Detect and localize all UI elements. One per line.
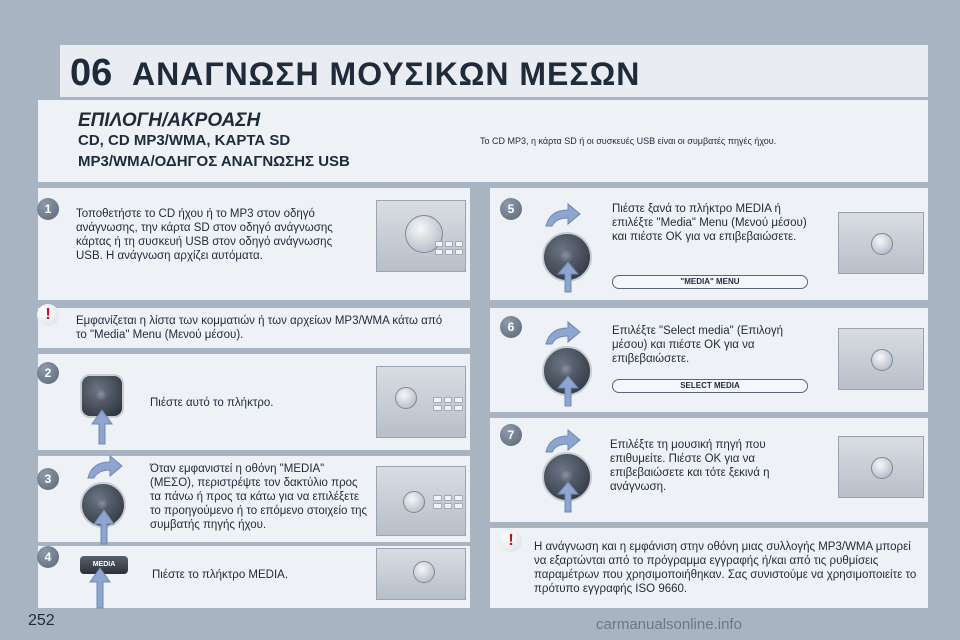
push-arrow-icon	[92, 510, 116, 544]
knob-icon	[413, 561, 435, 583]
step-7-number: 7	[500, 424, 522, 446]
knob-icon	[395, 387, 417, 409]
section-subtitle-line1: CD, CD MP3/WMA, ΚΑΡΤΑ SD	[78, 132, 291, 149]
section-subtitle-line2: MP3/WMA/ΟΔΗΓΟΣ ΑΝΑΓΝΩΣΗΣ USB	[78, 153, 350, 170]
media-menu-label: "MEDIA" MENU	[612, 275, 808, 289]
section-title: ΕΠΙΛΟΓΗ/ΑΚΡΟΑΣΗ	[78, 110, 261, 131]
push-arrow-icon	[556, 482, 580, 512]
radio-unit-image	[838, 436, 924, 498]
step-2-text: Πιέστε αυτό το πλήκτρο.	[150, 397, 274, 409]
chapter-number: 06	[70, 52, 113, 94]
select-media-label: SELECT MEDIA	[612, 379, 808, 393]
radio-unit-image	[376, 366, 466, 438]
knob-icon	[871, 233, 893, 255]
rotate-arrow-icon	[544, 204, 580, 228]
page-number: 252	[28, 612, 55, 629]
step-3-text: Όταν εμφανιστεί η οθόνη "MEDIA" (ΜΕΣΟ), περιστρέψτε τον δακτύλιο προς τα πάνω ή προς τα κάτω για να επιλέξετε το προηγούμενο ή το επόμενο στοιχείο της συμβατής πηγής ήχου.	[150, 463, 368, 531]
warning-2-text: Η ανάγνωση και η εμφάνιση στην οθόνη μιας συλλογής MP3/WMA μπορεί να εξαρτώνται από το πρόγραμμα εγγραφής ή/και από τις ρυθμίσεις παραμέτρων που χρησιμοποιήθηκαν. Σας συνιστούμε να χρησιμοποιείτε το πρότυπο εγγραφής ISO 9660.	[534, 541, 917, 595]
keypad-icon	[433, 495, 463, 509]
push-arrow-icon	[90, 410, 114, 444]
step-3-number: 3	[37, 468, 59, 490]
page-title: ΑΝΑΓΝΩΣΗ ΜΟΥΣΙΚΩΝ ΜΕΣΩΝ	[132, 56, 641, 92]
radio-unit-image	[376, 548, 466, 600]
radio-unit-image	[838, 212, 924, 274]
radio-unit-image	[376, 200, 466, 272]
radio-unit-image	[838, 328, 924, 390]
media-key-icon: MEDIA	[80, 556, 128, 574]
keypad-icon	[433, 397, 463, 411]
keypad-icon	[435, 241, 463, 255]
step-5-text: Πιέστε ξανά το πλήκτρο MEDIA ή επιλέξτε "Media" Menu (Μενού μέσου) και πιέστε OK για να επιβεβαιώσετε.	[612, 203, 807, 243]
warning-icon: !	[500, 530, 522, 552]
radio-unit-image	[376, 466, 466, 536]
step-7-text: Επιλέξτε τη μουσική πηγή που επιθυμείτε. Πιέστε OK για να επιβεβαιώσετε και τότε ξεκινά η ανάγνωση.	[610, 439, 770, 493]
section-note: Το CD MP3, η κάρτα SD ή οι συσκευές USB είναι οι συμβατές πηγές ήχου.	[480, 136, 777, 146]
step-4-text: Πιέστε το πλήκτρο MEDIA.	[152, 569, 289, 581]
warning-1-text: Εμφανίζεται η λίστα των κομματιών ή των αρχείων MP3/WMA κάτω από το "Media" Menu (Μενού μέσου).	[76, 315, 443, 341]
rotate-arrow-icon	[86, 456, 122, 480]
push-arrow-icon	[556, 262, 580, 292]
warning-icon: !	[37, 304, 59, 326]
step-4-number: 4	[37, 546, 59, 568]
step-6-text: Επιλέξτε "Select media" (Επιλογή μέσου) και πιέστε OK για να επιβεβαιώσετε.	[612, 325, 783, 365]
knob-icon	[871, 457, 893, 479]
rotate-arrow-icon	[544, 322, 580, 346]
knob-icon	[403, 491, 425, 513]
step-1-text: Τοποθετήστε το CD ήχου ή το MP3 στον οδηγό ανάγνωσης, την κάρτα SD στον οδηγό ανάγνωσης κάρτας ή τη συσκευή USB στον οδηγό ανάγνωσης USB. Η ανάγνωση αρχίζει αυτόματα.	[76, 208, 333, 262]
step-6-number: 6	[500, 316, 522, 338]
push-arrow-icon	[88, 568, 112, 608]
step-5-number: 5	[500, 198, 522, 220]
watermark: carmanualsonline.info	[596, 616, 742, 633]
step-1-number: 1	[37, 198, 59, 220]
step-2-number: 2	[37, 362, 59, 384]
push-arrow-icon	[556, 376, 580, 406]
rotate-arrow-icon	[544, 430, 580, 454]
knob-icon	[871, 349, 893, 371]
